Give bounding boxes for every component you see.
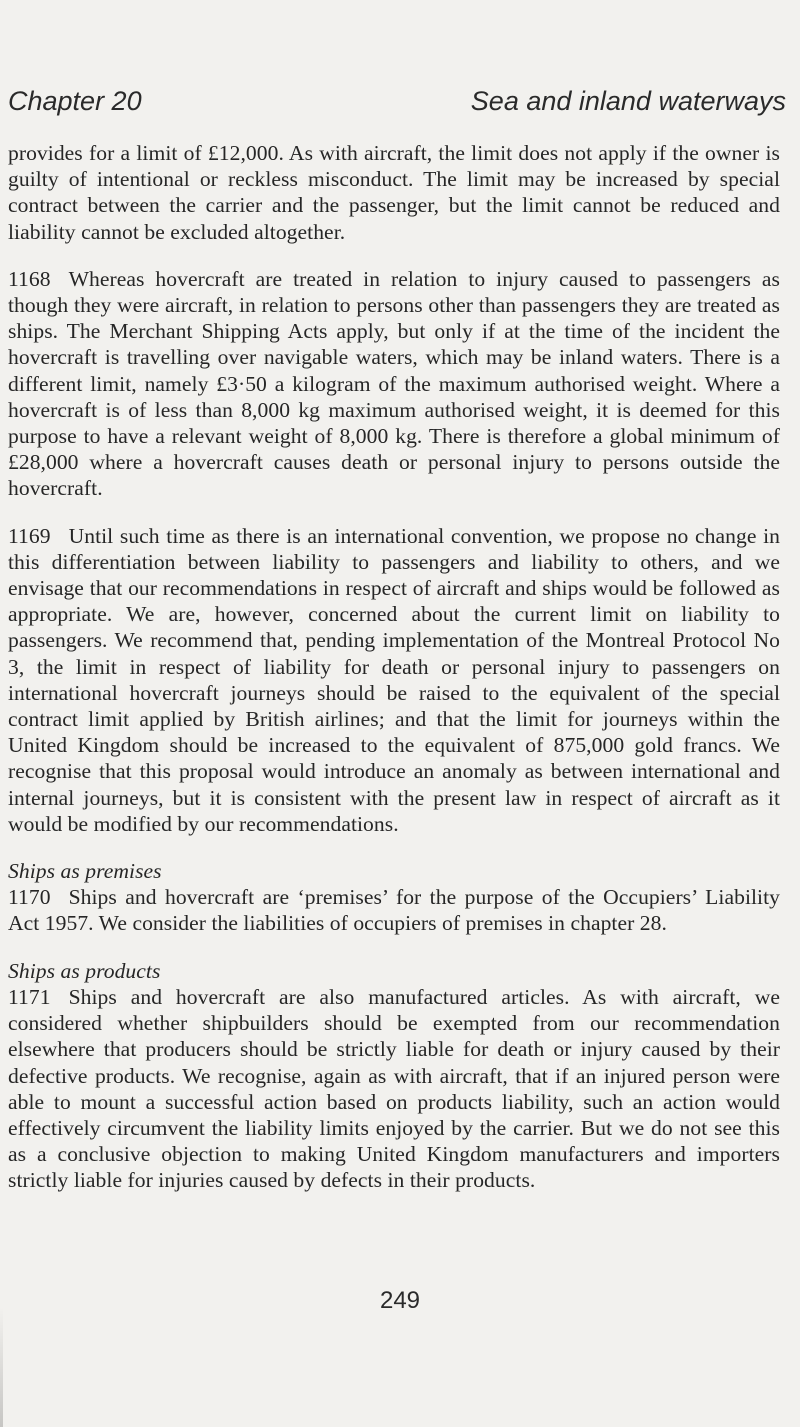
paragraph-text: Whereas hovercraft are treated in relation to injury caused to passengers as though they were aircraft, in relation to persons other than passengers they are treated as ships. The Merchant Shipping Acts apply, but only if at the time of the incident the hovercraft is travelling over navigable waters, which may be inland waters. There is a different limit, namely £3·50 a kilogram of the maximum authorised weight. Where a hovercraft is of less than 8,000 kg maximum authorised weight, it is deemed for this purpose to have a relevant weight of 8,000 kg. There is therefore a global minimum of £28,000 where a hovercraft causes death or personal injury to persons outside the hovercraft. bbox=[8, 266, 780, 501]
section-ships-as-products bbox=[8, 958, 780, 1194]
paragraph-text: Ships and hovercraft are ‘premises’ for the purpose of the Occupiers’ Liability Act 1957. We consider the liabilities of occupiers of premises in chapter 28. bbox=[8, 885, 780, 936]
running-head bbox=[8, 84, 786, 118]
paragraph-number: 1168 bbox=[8, 266, 51, 291]
page-edge-shadow bbox=[0, 1307, 3, 1427]
section-heading: Ships as products bbox=[8, 958, 161, 983]
paragraph-text: Ships and hovercraft are also manufactured articles. As with aircraft, we considered whether shipbuilders should be exempted from our recommendation elsewhere that producers should be strictly liable for death or injury caused by their defective products. We recognise, again as with aircraft, that if an injured person were able to mount a successful action based on products liability, such an action would effectively circumvent the liability limits enjoyed by the carrier. But we do not see this as a conclusive objection to making United Kingdom manufacturers and importers strictly liable for injuries caused by defects in their products. bbox=[8, 984, 780, 1193]
body-text bbox=[8, 140, 780, 1215]
paragraph-1168 bbox=[8, 266, 780, 502]
section-heading: Ships as premises bbox=[8, 859, 162, 884]
paragraph-text: Until such time as there is an international convention, we propose no change in this differentiation between liability to passengers and liability to others, and we envisage that our recommendations in respect of aircraft and ships would be followed as appropriate. We are, however, concerned about the current limit on liability to passengers. We recommend that, pending implementation of the Montreal Protocol No 3, the limit in respect of liability for death or personal injury to passengers on international hovercraft journeys should be raised to the equivalent of the special contract limit applied by British airlines; and that the limit for journeys within the United Kingdom should be increased to the equivalent of 875,000 gold francs. We recognise that this proposal would introduce an anomaly as between international and internal journeys, but it is consistent with the present law in respect of aircraft as it would be modified by our recommendations. bbox=[8, 523, 780, 836]
paragraph-1171 bbox=[8, 984, 780, 1194]
section-ships-as-premises bbox=[8, 858, 780, 937]
paragraph-text: provides for a limit of £12,000. As with aircraft, the limit does not apply if the owner is guilty of intentional or reckless misconduct. The limit may be increased by special contract between the carrier and the passenger, but the limit cannot be reduced and liability cannot be excluded altogether. bbox=[8, 141, 780, 244]
paragraph-continued bbox=[8, 140, 780, 245]
section-title: Sea and inland waterways bbox=[470, 86, 786, 116]
paragraph-number: 1170 bbox=[8, 885, 51, 910]
chapter-label: Chapter 20 bbox=[8, 86, 142, 116]
paragraph-number: 1169 bbox=[8, 523, 51, 548]
page-number: 249 bbox=[379, 1287, 421, 1314]
paragraph-1170 bbox=[8, 884, 780, 936]
paragraph-number: 1171 bbox=[8, 984, 51, 1009]
paragraph-1169 bbox=[8, 523, 780, 837]
